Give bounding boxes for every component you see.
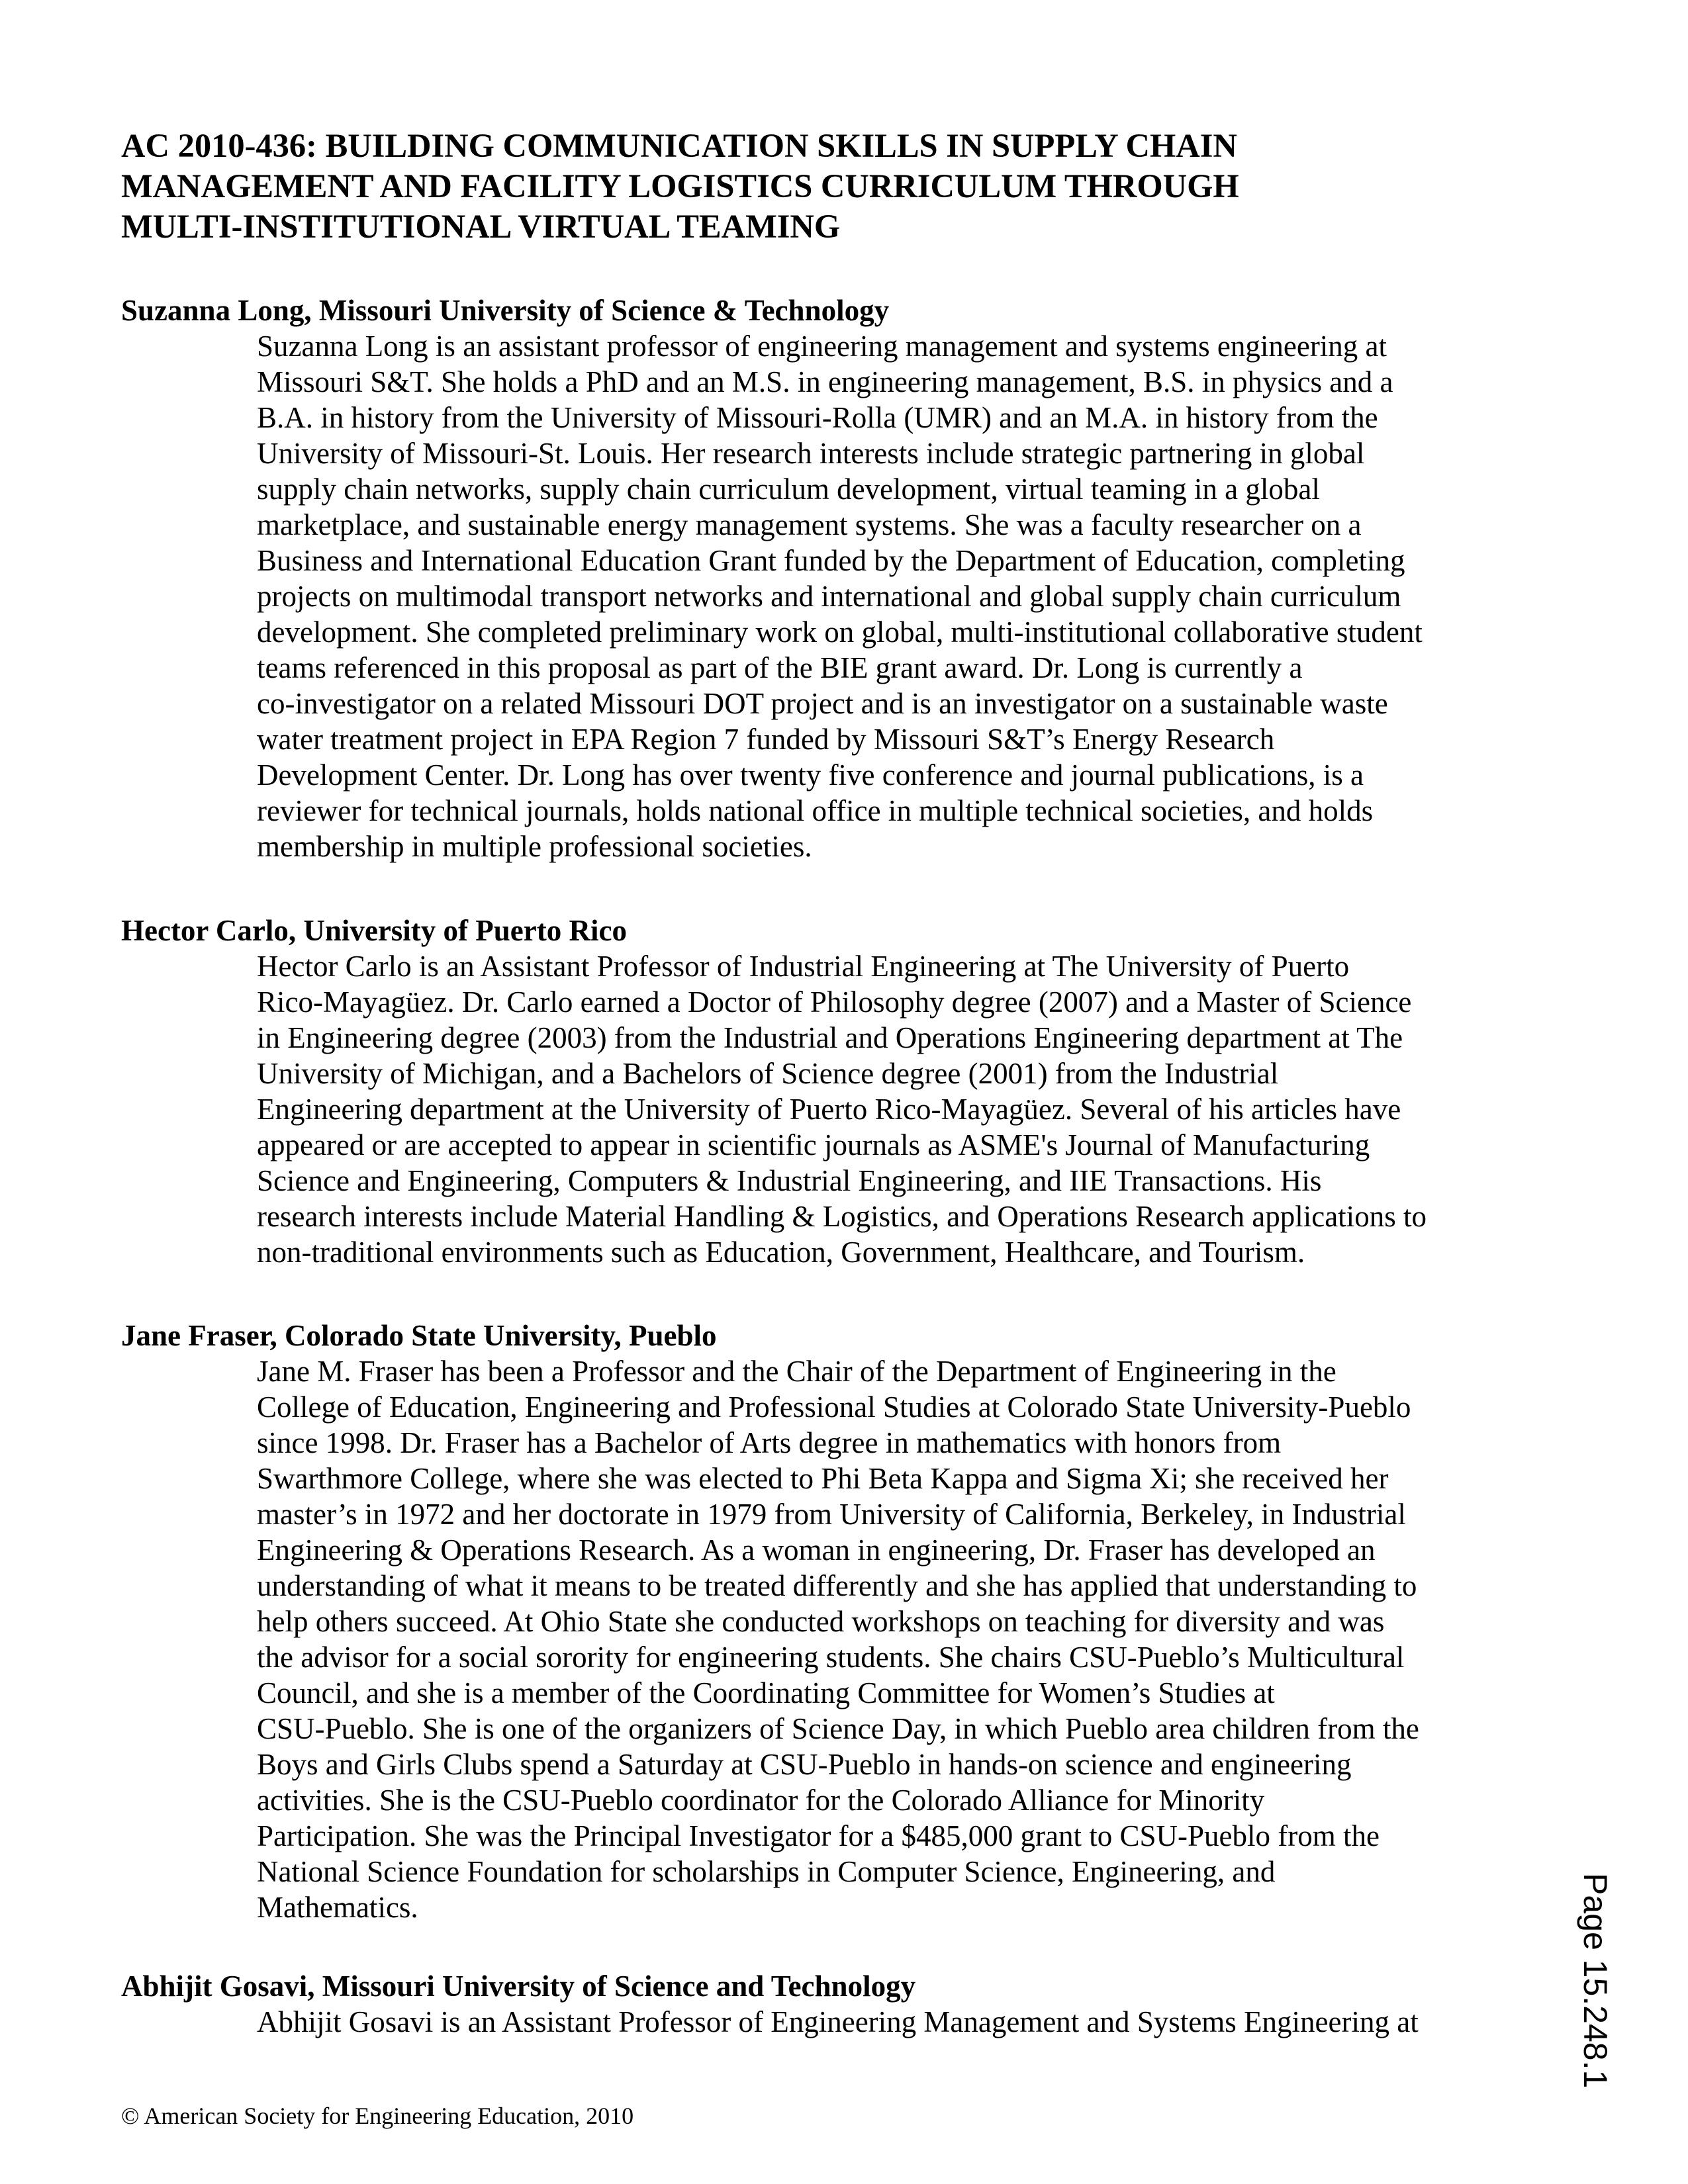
bio-line: appeared or are accepted to appear in scientific journals as ASME's Journal of Manufacturing — [257, 1128, 1370, 1161]
author-bio — [257, 328, 1611, 864]
bio-line: Engineering department at the University of Puerto Rico-Mayagüez. Several of his articles have — [257, 1093, 1401, 1126]
bio-line: Missouri S&T. She holds a PhD and an M.S. in engineering management, B.S. in physics and a — [257, 365, 1393, 398]
bio-line: reviewer for technical journals, holds national office in multiple technical societies, and holds — [257, 794, 1374, 827]
bio-line: College of Education, Engineering and Professional Studies at Colorado State University-Pueblo — [257, 1390, 1411, 1424]
bio-line: Development Center. Dr. Long has over twenty five conference and journal publications, is a — [257, 758, 1364, 792]
bio-line: research interests include Material Handling & Logistics, and Operations Research applications to — [257, 1200, 1427, 1233]
bio-line: water treatment project in EPA Region 7 funded by Missouri S&T’s Energy Research — [257, 723, 1275, 756]
bio-line: Council, and she is a member of the Coordinating Committee for Women’s Studies at — [257, 1676, 1275, 1709]
bio-line: master’s in 1972 and her doctorate in 1979 from University of California, Berkeley, in Industrial — [257, 1498, 1406, 1531]
bio-line: projects on multimodal transport networks and international and global supply chain curriculum — [257, 580, 1401, 613]
bio-line: University of Missouri-St. Louis. Her research interests include strategic partnering in global — [257, 437, 1365, 470]
bio-line: membership in multiple professional societies. — [257, 830, 812, 863]
bio-line: non-traditional environments such as Education, Government, Healthcare, and Tourism. — [257, 1236, 1305, 1269]
bio-line: marketplace, and sustainable energy management systems. She was a faculty researcher on a — [257, 508, 1362, 541]
bio-line: B.A. in history from the University of Missouri-Rolla (UMR) and an M.A. in history from the — [257, 401, 1378, 434]
bio-line: Suzanna Long is an assistant professor of engineering management and systems engineering at — [257, 330, 1387, 363]
author-bio — [257, 1353, 1611, 1925]
bio-line: activities. She is the CSU-Pueblo coordinator for the Colorado Alliance for Minority — [257, 1784, 1265, 1817]
bio-line: Mathematics. — [257, 1891, 418, 1924]
author-bio — [257, 2004, 1611, 2040]
bio-line: Swarthmore College, where she was elected to Phi Beta Kappa and Sigma Xi; she received her — [257, 1462, 1389, 1495]
author-section — [121, 1318, 1611, 1925]
title-line: MULTI-INSTITUTIONAL VIRTUAL TEAMING — [121, 208, 841, 245]
bio-line: Business and International Education Grant funded by the Department of Education, completing — [257, 544, 1405, 577]
bio-line: CSU-Pueblo. She is one of the organizers of Science Day, in which Pueblo area children from the — [257, 1712, 1419, 1745]
bio-line: Science and Engineering, Computers & Industrial Engineering, and IIE Transactions. His — [257, 1164, 1322, 1197]
bio-line: teams referenced in this proposal as part of the BIE grant award. Dr. Long is currently a — [257, 651, 1303, 684]
bio-line: Boys and Girls Clubs spend a Saturday at CSU-Pueblo in hands-on science and engineering — [257, 1748, 1352, 1781]
page-number: Page 15.248.1 — [1577, 1873, 1614, 2089]
bio-line: Participation. She was the Principal Investigator for a $485,000 grant to CSU-Pueblo from the — [257, 1819, 1380, 1852]
author-heading: Hector Carlo, University of Puerto Rico — [121, 914, 627, 947]
paper-title — [121, 126, 1577, 247]
bio-line: Abhijit Gosavi is an Assistant Professor of Engineering Management and Systems Engineering at — [257, 2005, 1419, 2038]
title-line: MANAGEMENT AND FACILITY LOGISTICS CURRICULUM THROUGH — [121, 167, 1239, 205]
bio-line: Hector Carlo is an Assistant Professor of Industrial Engineering at The University of Puerto — [257, 950, 1350, 983]
author-heading: Suzanna Long, Missouri University of Science & Technology — [121, 294, 890, 327]
author-section — [121, 293, 1611, 864]
bio-line: in Engineering degree (2003) from the Industrial and Operations Engineering department at The — [257, 1021, 1403, 1054]
bio-line: National Science Foundation for scholarships in Computer Science, Engineering, and — [257, 1855, 1276, 1888]
bio-line: Engineering & Operations Research. As a woman in engineering, Dr. Fraser has developed an — [257, 1533, 1376, 1567]
author-bio — [257, 948, 1611, 1270]
author-heading: Abhijit Gosavi, Missouri University of Science and Technology — [121, 1970, 916, 2003]
bio-line: supply chain networks, supply chain curriculum development, virtual teaming in a global — [257, 473, 1320, 506]
bio-line: Rico-Mayagüez. Dr. Carlo earned a Doctor of Philosophy degree (2007) and a Master of Science — [257, 985, 1412, 1019]
bio-line: University of Michigan, and a Bachelors of Science degree (2001) from the Industrial — [257, 1057, 1279, 1090]
bio-line: co-investigator on a related Missouri DOT project and is an investigator on a sustainable waste — [257, 687, 1388, 720]
bio-line: the advisor for a social sorority for engineering students. She chairs CSU-Pueblo’s Multicultural — [257, 1641, 1405, 1674]
author-heading: Jane Fraser, Colorado State University, Pueblo — [121, 1319, 717, 1352]
copyright-footer: © American Society for Engineering Education, 2010 — [121, 2103, 634, 2129]
bio-line: Jane M. Fraser has been a Professor and the Chair of the Department of Engineering in the — [257, 1355, 1336, 1388]
author-section — [121, 913, 1611, 1270]
title-line: AC 2010-436: BUILDING COMMUNICATION SKILLS IN SUPPLY CHAIN — [121, 127, 1237, 164]
bio-line: help others succeed. At Ohio State she conducted workshops on teaching for diversity and was — [257, 1605, 1385, 1638]
bio-line: development. She completed preliminary work on global, multi-institutional collaborative student — [257, 615, 1423, 649]
author-section — [121, 1968, 1611, 2040]
bio-line: understanding of what it means to be treated differently and she has applied that understanding to — [257, 1569, 1417, 1602]
bio-line: since 1998. Dr. Fraser has a Bachelor of Arts degree in mathematics with honors from — [257, 1426, 1282, 1459]
